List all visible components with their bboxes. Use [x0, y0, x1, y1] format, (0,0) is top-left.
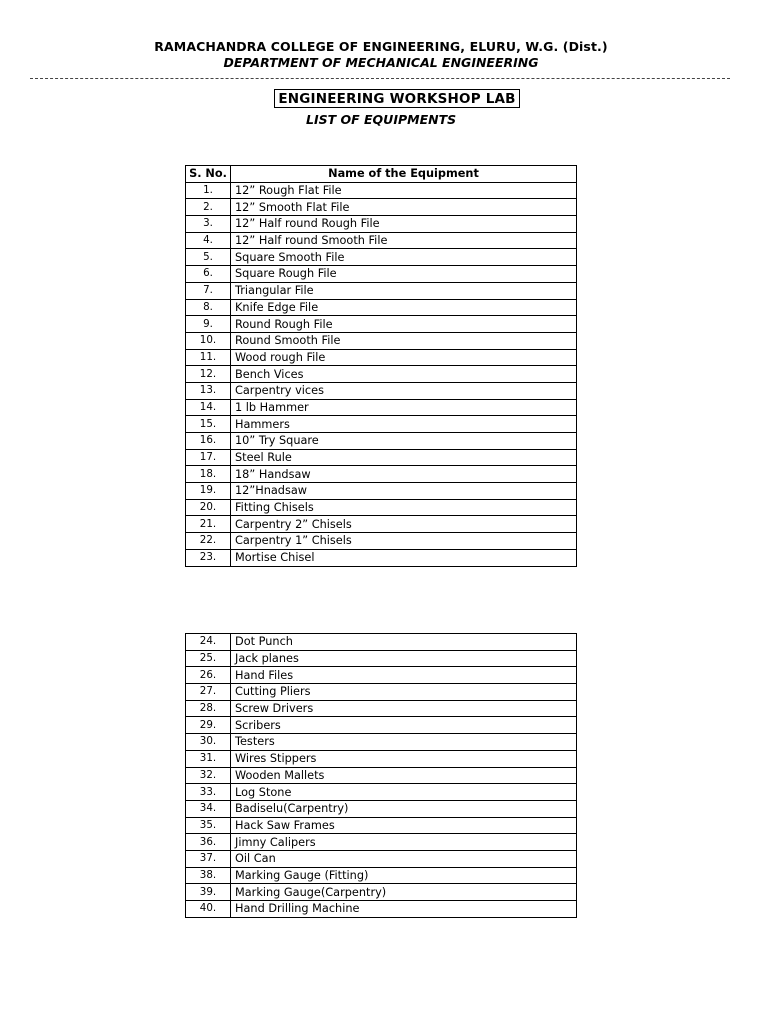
table-row	[186, 767, 577, 784]
serial-number: 40.	[186, 901, 231, 918]
table-row	[186, 382, 577, 399]
table-row	[186, 182, 577, 199]
table-row	[186, 433, 577, 450]
table-row	[186, 266, 577, 283]
equipment-name: 12” Half round Smooth File	[231, 232, 577, 249]
table-row	[186, 634, 577, 651]
serial-number: 21.	[186, 516, 231, 533]
serial-number: 11.	[186, 349, 231, 366]
equipment-name: Round Rough File	[231, 316, 577, 333]
equipment-name: Scribers	[231, 717, 577, 734]
table-row	[186, 700, 577, 717]
equipment-name: Round Smooth File	[231, 332, 577, 349]
serial-number: 25.	[186, 650, 231, 667]
serial-number: 1.	[186, 182, 231, 199]
serial-number: 10.	[186, 332, 231, 349]
table-row	[186, 516, 577, 533]
equipment-name: Hand Files	[231, 667, 577, 684]
serial-number: 31.	[186, 750, 231, 767]
serial-number: 17.	[186, 449, 231, 466]
serial-number: 2.	[186, 199, 231, 216]
equipment-name: Hammers	[231, 416, 577, 433]
dashed-divider	[30, 78, 730, 79]
table-row	[186, 466, 577, 483]
table-row	[186, 316, 577, 333]
serial-number: 37.	[186, 850, 231, 867]
table-row	[186, 332, 577, 349]
serial-number: 9.	[186, 316, 231, 333]
equipment-name: Wood rough File	[231, 349, 577, 366]
equipment-name: Knife Edge File	[231, 299, 577, 316]
serial-number: 35.	[186, 817, 231, 834]
table-row	[186, 717, 577, 734]
serial-number: 20.	[186, 499, 231, 516]
serial-number: 34.	[186, 800, 231, 817]
table-row	[186, 784, 577, 801]
equipment-name: Badiselu(Carpentry)	[231, 800, 577, 817]
serial-number: 27.	[186, 684, 231, 701]
equipment-name: Square Smooth File	[231, 249, 577, 266]
equipment-name: Steel Rule	[231, 449, 577, 466]
serial-number: 14.	[186, 399, 231, 416]
serial-number: 7.	[186, 282, 231, 299]
serial-number: 30.	[186, 734, 231, 751]
equipment-name: Jack planes	[231, 650, 577, 667]
serial-number: 39.	[186, 884, 231, 901]
table-row	[186, 549, 577, 566]
serial-number: 28.	[186, 700, 231, 717]
column-header-name: Name of the Equipment	[231, 166, 577, 183]
table-row	[186, 282, 577, 299]
table-row	[186, 249, 577, 266]
column-header-sno: S. No.	[186, 166, 231, 183]
equipment-name: Wires Stippers	[231, 750, 577, 767]
equipment-name: Carpentry 1” Chisels	[231, 533, 577, 550]
table-row	[186, 349, 577, 366]
equipment-name: Dot Punch	[231, 634, 577, 651]
serial-number: 15.	[186, 416, 231, 433]
serial-number: 18.	[186, 466, 231, 483]
table-row	[186, 199, 577, 216]
equipment-name: 12” Half round Rough File	[231, 216, 577, 233]
table-row	[186, 483, 577, 500]
list-title: LIST OF EQUIPMENTS	[306, 112, 457, 127]
table-row	[186, 650, 577, 667]
equipment-name: Mortise Chisel	[231, 549, 577, 566]
table-row	[186, 734, 577, 751]
table-row	[186, 299, 577, 316]
equipment-name: 10” Try Square	[231, 433, 577, 450]
table-row	[186, 850, 577, 867]
table-header-row	[186, 166, 577, 183]
equipment-name: Wooden Mallets	[231, 767, 577, 784]
table-row	[186, 867, 577, 884]
serial-number: 33.	[186, 784, 231, 801]
equipment-name: 12” Rough Flat File	[231, 182, 577, 199]
equipment-name: Jimny Calipers	[231, 834, 577, 851]
serial-number: 32.	[186, 767, 231, 784]
equipment-name: Marking Gauge (Fitting)	[231, 867, 577, 884]
table-row	[186, 232, 577, 249]
serial-number: 16.	[186, 433, 231, 450]
serial-number: 19.	[186, 483, 231, 500]
lab-title: ENGINEERING WORKSHOP LAB	[274, 89, 520, 108]
table-row	[186, 499, 577, 516]
equipment-name: Fitting Chisels	[231, 499, 577, 516]
serial-number: 12.	[186, 366, 231, 383]
equipment-name: Oil Can	[231, 850, 577, 867]
table-row	[186, 366, 577, 383]
serial-number: 22.	[186, 533, 231, 550]
equipment-name: Marking Gauge(Carpentry)	[231, 884, 577, 901]
equipment-name: 18” Handsaw	[231, 466, 577, 483]
equipment-name: Hack Saw Frames	[231, 817, 577, 834]
equipment-name: Cutting Pliers	[231, 684, 577, 701]
equipment-name: Carpentry vices	[231, 382, 577, 399]
serial-number: 24.	[186, 634, 231, 651]
serial-number: 4.	[186, 232, 231, 249]
equipment-name: Bench Vices	[231, 366, 577, 383]
equipment-name: Carpentry 2” Chisels	[231, 516, 577, 533]
serial-number: 36.	[186, 834, 231, 851]
equipment-name: 12”Hnadsaw	[231, 483, 577, 500]
table-row	[186, 667, 577, 684]
table-row	[186, 884, 577, 901]
equipment-table-part1	[185, 165, 577, 567]
college-name: RAMACHANDRA COLLEGE OF ENGINEERING, ELURU, W.G. (Dist.)	[154, 39, 608, 54]
serial-number: 29.	[186, 717, 231, 734]
department-name: DEPARTMENT OF MECHANICAL ENGINEERING	[223, 55, 539, 70]
equipment-name: Testers	[231, 734, 577, 751]
serial-number: 3.	[186, 216, 231, 233]
table-row	[186, 800, 577, 817]
table-row	[186, 834, 577, 851]
serial-number: 5.	[186, 249, 231, 266]
table-row	[186, 449, 577, 466]
table-row	[186, 399, 577, 416]
equipment-name: Triangular File	[231, 282, 577, 299]
equipment-name: Log Stone	[231, 784, 577, 801]
equipment-name: 1 lb Hammer	[231, 399, 577, 416]
table-row	[186, 684, 577, 701]
serial-number: 38.	[186, 867, 231, 884]
serial-number: 26.	[186, 667, 231, 684]
serial-number: 6.	[186, 266, 231, 283]
table-row	[186, 416, 577, 433]
table-row	[186, 817, 577, 834]
equipment-name: Screw Drivers	[231, 700, 577, 717]
table-row	[186, 533, 577, 550]
equipment-name: Hand Drilling Machine	[231, 901, 577, 918]
equipment-name: Square Rough File	[231, 266, 577, 283]
equipment-name: 12” Smooth Flat File	[231, 199, 577, 216]
serial-number: 13.	[186, 382, 231, 399]
equipment-table-part2	[185, 633, 577, 918]
table-row	[186, 901, 577, 918]
table-row	[186, 216, 577, 233]
serial-number: 8.	[186, 299, 231, 316]
serial-number: 23.	[186, 549, 231, 566]
table-row	[186, 750, 577, 767]
